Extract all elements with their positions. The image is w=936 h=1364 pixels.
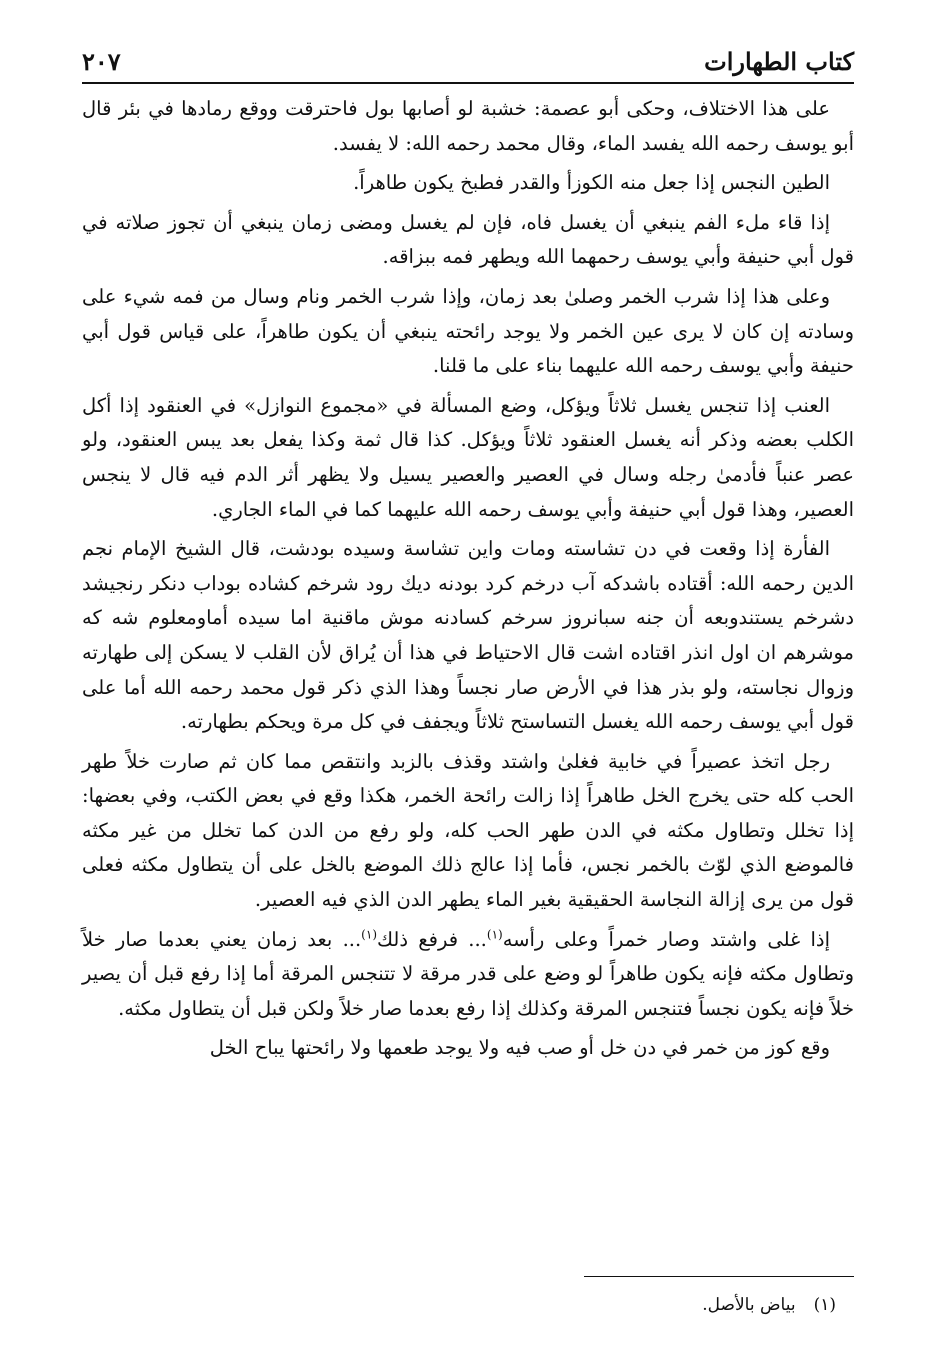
footnote-text: بياض بالأصل.: [702, 1295, 796, 1315]
paragraph: الطين النجس إذا جعل منه الكوزأ والقدر فطبخ يكون طاهراً.: [353, 171, 830, 195]
paragraph: وعلى هذا إذا شرب الخمر وصلىٰ بعد زمان، وإذا شرب الخمر ونام وسال من فمه شيء على وسادته إن كان لا يرى عين الخمر ولا يوجد رائحته ينبغي أن يكون طاهراً، على قياس قول أبي حنيفة وأبي يوسف رحمه الله عليهما بناء على ما قلنا.: [82, 284, 854, 378]
paragraph-segment: إذا غلى واشتد وصار خمراً وعلى رأسه: [502, 927, 831, 951]
paragraph-segment: ... فرفع ذلك: [377, 927, 487, 951]
footnote: [82, 1290, 836, 1320]
footnote-rule: [584, 1276, 854, 1277]
footnote-reference[interactable]: (١): [361, 927, 377, 942]
paragraph-segment: ... بعد زمان يعني بعدما صار خلاً وتطاول مكثه فإنه يكون طاهراً لو وضع على قدر مرقة لا تتنجس المرقة أما إذا رفع قبل أن يصير خلاً فإنه يكون نجساً فتنجس المرقة وكذلك إذا رفع بعدما صار خلاً ولكن قبل أن يتطاول مكثه.: [82, 927, 854, 1020]
header-rule: [82, 82, 854, 84]
footnote-reference[interactable]: (١): [486, 927, 503, 942]
paragraph: على هذا الاختلاف، وحكى أبو عصمة: خشبة لو أصابها بول فاحترقت ووقع رمادها في بئر قال أبو يوسف رحمه الله يفسد الماء، وقال محمد رحمه الله: لا يفسد.: [82, 97, 854, 155]
paragraph: إذا قاء ملء الفم ينبغي أن يغسل فاه، فإن لم يغسل ومضى زمان ينبغي أن تجوز صلاته في قول أبي حنيفة وأبي يوسف رحمهما الله ويطهر فمه ببزاقه.: [82, 210, 854, 269]
paragraph-with-footnote-refs: [82, 923, 854, 1027]
footnote-number: (١): [813, 1295, 836, 1315]
paragraph: وقع كوز من خمر في دن خل أو صب فيه ولا يوجد طعمها ولا رائحتها يباح الخل: [209, 1036, 830, 1060]
paragraph: الفأرة إذا وقعت في دن تشاسته ومات واين تشاسة وسيده بودشت، قال الشيخ الإمام نجم الدين رحمه الله: أقتاده باشدكه آب درخم كرد بودنه ديك رود شرخم كشاده بوداب دنكر رنجيشد دشرخم يستندوبعه أن جنه سبانروز سرخم كسادنه موش ماقنية اما سيده أماومعلوم شه كه موشرهم ان اول انذر اقتاده اشت قال الاحتياط في هذا أن يُراق لأن القلب لا يسكن إلى طهارته وزوال نجاسته، ولو بذر هذا في الأرض صار نجساً وهذا الذي ذكر قول محمد رحمه الله أما على قول أبي يوسف رحمه الله يغسل التساستح ثلاثاً ويجفف في كل مرة ويحكم بطهارته.: [82, 537, 854, 734]
paragraph: رجل اتخذ عصيراً في خابية فغلىٰ واشتد وقذف بالزبد وانتقص مما كان ثم صارت خلاً طهر الحب كله حتى يخرج الخل طاهراً إذا زالت رائحة الخمر، هكذا وقع في بعض الكتب، وفي بعضها: إذا تخلل وتطاول مكثه في الدن طهر الحب كله، ولو رفع من الدن كما تخلل من غير مكثه فالموضع الذي لوّث بالخمر نجس، فأما إذا عالج ذلك الموضع بالخل على أن يتطاول مكثه فعلى قول من يرى إزالة النجاسة الحقيقية بغير الماء يطهر الدن الذي فيه العصير.: [82, 749, 854, 912]
page-header: [82, 36, 854, 76]
main-text: [82, 92, 854, 1071]
paragraph: العنب إذا تنجس يغسل ثلاثاً ويؤكل، وضع المسألة في «مجموع النوازل» في العنقود إذا أكل الكلب بعضه وذكر أنه يغسل العنقود ثلاثاً ويؤكل. كذا قال ثمة وكذا يفعل بعد يبس العنقود، ولو عصر عنباً فأدمىٰ رجله وسال في العصير والعصير يسيل ولا يظهر أثر الدم فيه قال لا ينجس العصير، وهذا قول أبي حنيفة وأبي يوسف رحمه الله عليهما كما في الماء الجاري.: [82, 393, 854, 521]
page-number: ٢٠٧: [82, 47, 121, 76]
chapter-title: كتاب الطهارات: [704, 47, 854, 76]
